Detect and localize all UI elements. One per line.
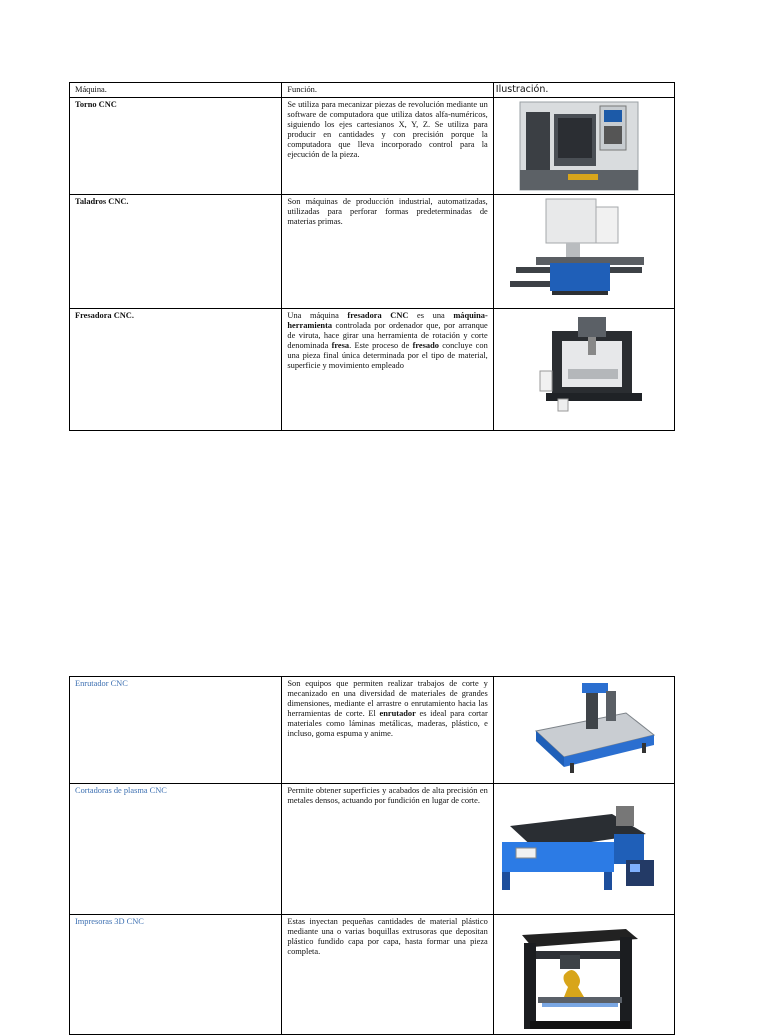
table-row xyxy=(70,98,675,195)
text-run: controlada por ordenador que, por arranque de viruta, hace girar una herramienta de rotación y corte denominada xyxy=(287,321,488,350)
machine-name: Torno CNC xyxy=(75,100,117,109)
cnc-3d-printer-image xyxy=(516,925,672,1029)
cnc-plasma-cutter-image xyxy=(496,800,672,896)
function-text xyxy=(282,915,493,1035)
text-run: es una xyxy=(408,311,454,320)
cnc-machines-table-1 xyxy=(69,82,675,431)
table-row xyxy=(70,784,675,915)
machine-name: Cortadoras de plasma CNC xyxy=(70,784,282,915)
bold-term: fresadora CNC xyxy=(347,311,409,320)
text-run: es ideal para cortar materiales como láminas metálicas, maderas, plástico, e incluso, goma espuma y anime. xyxy=(287,709,488,738)
table-row xyxy=(70,677,675,784)
table-row xyxy=(70,309,675,431)
header-function: Función. xyxy=(282,83,493,98)
text-run: concluye con una pieza final única determinada por el tipo de material, superficie y movimiento empleado xyxy=(287,341,488,370)
bold-term: máquina-herramienta xyxy=(287,311,488,330)
bold-term: fresado xyxy=(412,341,439,350)
cnc-machines-table-2 xyxy=(69,676,675,1035)
function-text xyxy=(282,195,493,309)
function-text xyxy=(282,677,493,784)
machine-name: Taladros CNC. xyxy=(75,197,129,206)
cnc-milling-image xyxy=(538,311,672,415)
machine-name: Enrutador CNC xyxy=(70,677,282,784)
text-run: Estas inyectan pequeñas cantidades de material plástico mediante una o varias boquillas extrusoras que depositan plástico fundido capa por capa, hasta formar una pieza completa. xyxy=(287,917,488,956)
function-text xyxy=(282,784,493,915)
text-run: Se utiliza para mecanizar piezas de revolución mediante un software de computadora que utiliza datos alfa-numéricos, siguiendo los ejes cartesianos X, Y, Z. Se utiliza para producir en cantidades y con precisión porque la computadora que lleva incorporado control para la ejecución de la pieza. xyxy=(287,100,488,159)
table-header-row xyxy=(70,83,675,98)
header-machine: Máquina. xyxy=(70,83,282,98)
text-run: Permite obtener superficies y acabados de alta precisión en metales densos, actuando por fundición en lugar de corte. xyxy=(287,786,488,805)
function-text xyxy=(282,98,493,195)
text-run: Son máquinas de producción industrial, automatizadas, utilizadas para perforar formas predeterminadas de materias primas. xyxy=(287,197,488,226)
bold-term: fresa xyxy=(331,341,350,350)
text-run: Una máquina xyxy=(287,311,348,320)
cnc-drill-image xyxy=(506,197,672,297)
machine-name: Impresoras 3D CNC xyxy=(70,915,282,1035)
cnc-router-image xyxy=(530,679,672,775)
header-illustration: Ilustración. xyxy=(493,83,674,98)
function-text xyxy=(282,309,493,431)
table-row xyxy=(70,915,675,1035)
text-run: Son equipos que permiten realizar trabajos de corte y mecanizado en una diversidad de materiales de grandes dimensiones, mediante el arrastre o enrutamiento hacia las herramientas de corte. El xyxy=(287,679,488,718)
table-row xyxy=(70,195,675,309)
bold-term: enrutador xyxy=(379,709,416,718)
machine-name: Fresadora CNC. xyxy=(75,311,134,320)
text-run: . Este proceso de xyxy=(349,341,413,350)
cnc-lathe-image xyxy=(518,100,672,192)
